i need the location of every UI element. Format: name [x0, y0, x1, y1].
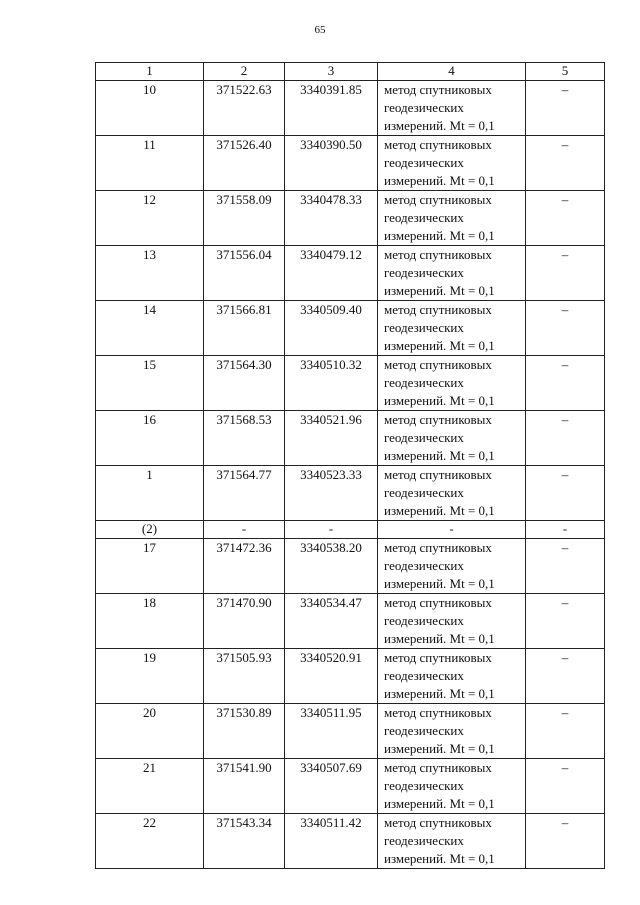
table-row — [96, 759, 605, 814]
separator-col5: - — [526, 521, 605, 539]
column-5-value: – — [526, 301, 605, 356]
column-5-value: – — [526, 814, 605, 869]
table-row — [96, 301, 605, 356]
method-line: метод спутниковых — [384, 412, 492, 427]
table-row — [96, 356, 605, 411]
method-line: геодезических — [384, 155, 464, 170]
column-5-value: – — [526, 466, 605, 521]
table-row — [96, 191, 605, 246]
method-line: метод спутниковых — [384, 357, 492, 372]
method-line: метод спутниковых — [384, 192, 492, 207]
method-line: измерений. Mt = 0,1 — [384, 796, 495, 811]
method-line: метод спутниковых — [384, 705, 492, 720]
coordinate-x: 371541.90 — [204, 759, 285, 814]
measurement-method — [378, 649, 526, 704]
method-line: геодезических — [384, 265, 464, 280]
method-line: метод спутниковых — [384, 595, 492, 610]
table-row — [96, 246, 605, 301]
column-5-value: – — [526, 704, 605, 759]
point-number: 13 — [96, 246, 204, 301]
point-number: 11 — [96, 136, 204, 191]
coordinate-y: 3340507.69 — [285, 759, 378, 814]
coordinate-y: 3340390.50 — [285, 136, 378, 191]
separator-num: (2) — [96, 521, 204, 539]
method-line: метод спутниковых — [384, 82, 492, 97]
method-line: геодезических — [384, 833, 464, 848]
table-body-contour-1 — [96, 81, 605, 521]
method-line: измерений. Mt = 0,1 — [384, 173, 495, 188]
method-line: геодезических — [384, 375, 464, 390]
header-col-2: 2 — [204, 63, 285, 81]
method-line: геодезических — [384, 668, 464, 683]
point-number: 12 — [96, 191, 204, 246]
measurement-method — [378, 704, 526, 759]
separator-y: - — [285, 521, 378, 539]
method-line: измерений. Mt = 0,1 — [384, 576, 495, 591]
method-line: измерений. Mt = 0,1 — [384, 631, 495, 646]
method-line: измерений. Mt = 0,1 — [384, 338, 495, 353]
method-line: геодезических — [384, 320, 464, 335]
coordinate-y: 3340479.12 — [285, 246, 378, 301]
table-row — [96, 466, 605, 521]
method-line: метод спутниковых — [384, 650, 492, 665]
measurement-method — [378, 81, 526, 136]
column-5-value: – — [526, 759, 605, 814]
coordinate-y: 3340511.95 — [285, 704, 378, 759]
measurement-method — [378, 246, 526, 301]
coordinate-x: 371558.09 — [204, 191, 285, 246]
point-number: 18 — [96, 594, 204, 649]
coordinate-x: 371568.53 — [204, 411, 285, 466]
point-number: 1 — [96, 466, 204, 521]
header-col-3: 3 — [285, 63, 378, 81]
coordinate-x: 371505.93 — [204, 649, 285, 704]
method-line: метод спутниковых — [384, 815, 492, 830]
coordinate-x: 371566.81 — [204, 301, 285, 356]
coordinate-x: 371556.04 — [204, 246, 285, 301]
coordinate-x: 371530.89 — [204, 704, 285, 759]
page-number: 65 — [314, 24, 326, 36]
column-5-value: – — [526, 356, 605, 411]
table-row — [96, 704, 605, 759]
point-number: 15 — [96, 356, 204, 411]
column-5-value: – — [526, 649, 605, 704]
column-5-value: – — [526, 81, 605, 136]
table-row — [96, 814, 605, 869]
point-number: 19 — [96, 649, 204, 704]
coordinate-y: 3340511.42 — [285, 814, 378, 869]
coordinate-x: 371526.40 — [204, 136, 285, 191]
point-number: 21 — [96, 759, 204, 814]
measurement-method — [378, 539, 526, 594]
column-5-value: – — [526, 594, 605, 649]
table-row — [96, 539, 605, 594]
method-line: измерений. Mt = 0,1 — [384, 283, 495, 298]
method-line: измерений. Mt = 0,1 — [384, 393, 495, 408]
coordinate-y: 3340521.96 — [285, 411, 378, 466]
method-line: измерений. Mt = 0,1 — [384, 228, 495, 243]
coordinate-x: 371564.30 — [204, 356, 285, 411]
measurement-method — [378, 466, 526, 521]
column-5-value: – — [526, 539, 605, 594]
method-line: метод спутниковых — [384, 302, 492, 317]
coordinate-x: 371564.77 — [204, 466, 285, 521]
coordinate-x: 371470.90 — [204, 594, 285, 649]
separator-method: - — [378, 521, 526, 539]
separator-x: - — [204, 521, 285, 539]
method-line: метод спутниковых — [384, 137, 492, 152]
method-line: геодезических — [384, 558, 464, 573]
header-col-4: 4 — [378, 63, 526, 81]
point-number: 17 — [96, 539, 204, 594]
coordinate-y: 3340510.32 — [285, 356, 378, 411]
header-col-1: 1 — [96, 63, 204, 81]
coordinate-y: 3340538.20 — [285, 539, 378, 594]
method-line: метод спутниковых — [384, 247, 492, 262]
method-line: измерений. Mt = 0,1 — [384, 851, 495, 866]
method-line: метод спутниковых — [384, 540, 492, 555]
method-line: геодезических — [384, 210, 464, 225]
column-5-value: – — [526, 411, 605, 466]
column-5-value: – — [526, 191, 605, 246]
contour-separator-row — [96, 521, 605, 539]
coordinate-y: 3340520.91 — [285, 649, 378, 704]
coordinate-x: 371543.34 — [204, 814, 285, 869]
method-line: измерений. Mt = 0,1 — [384, 118, 495, 133]
measurement-method — [378, 356, 526, 411]
table-row — [96, 649, 605, 704]
column-5-value: – — [526, 246, 605, 301]
method-line: геодезических — [384, 723, 464, 738]
method-line: геодезических — [384, 778, 464, 793]
table-row — [96, 594, 605, 649]
measurement-method — [378, 594, 526, 649]
point-number: 16 — [96, 411, 204, 466]
point-number: 14 — [96, 301, 204, 356]
table-body-contour-2 — [96, 539, 605, 869]
method-line: измерений. Mt = 0,1 — [384, 448, 495, 463]
method-line: геодезических — [384, 613, 464, 628]
method-line: геодезических — [384, 430, 464, 445]
measurement-method — [378, 301, 526, 356]
table-row — [96, 411, 605, 466]
coordinate-x: 371472.36 — [204, 539, 285, 594]
measurement-method — [378, 759, 526, 814]
method-line: геодезических — [384, 100, 464, 115]
table-row — [96, 136, 605, 191]
measurement-method — [378, 136, 526, 191]
method-line: геодезических — [384, 485, 464, 500]
coordinate-y: 3340523.33 — [285, 466, 378, 521]
coordinate-y: 3340509.40 — [285, 301, 378, 356]
point-number: 20 — [96, 704, 204, 759]
method-line: измерений. Mt = 0,1 — [384, 741, 495, 756]
method-line: измерений. Mt = 0,1 — [384, 686, 495, 701]
coordinate-x: 371522.63 — [204, 81, 285, 136]
table-header-row — [96, 63, 605, 81]
coordinate-y: 3340391.85 — [285, 81, 378, 136]
header-col-5: 5 — [526, 63, 605, 81]
measurement-method — [378, 814, 526, 869]
coordinate-y: 3340478.33 — [285, 191, 378, 246]
method-line: метод спутниковых — [384, 467, 492, 482]
coordinate-y: 3340534.47 — [285, 594, 378, 649]
table-row — [96, 81, 605, 136]
point-number: 10 — [96, 81, 204, 136]
measurement-method — [378, 191, 526, 246]
method-line: метод спутниковых — [384, 760, 492, 775]
column-5-value: – — [526, 136, 605, 191]
measurement-method — [378, 411, 526, 466]
table-body-separator — [96, 521, 605, 539]
point-number: 22 — [96, 814, 204, 869]
method-line: измерений. Mt = 0,1 — [384, 503, 495, 518]
coordinates-table — [95, 62, 605, 869]
